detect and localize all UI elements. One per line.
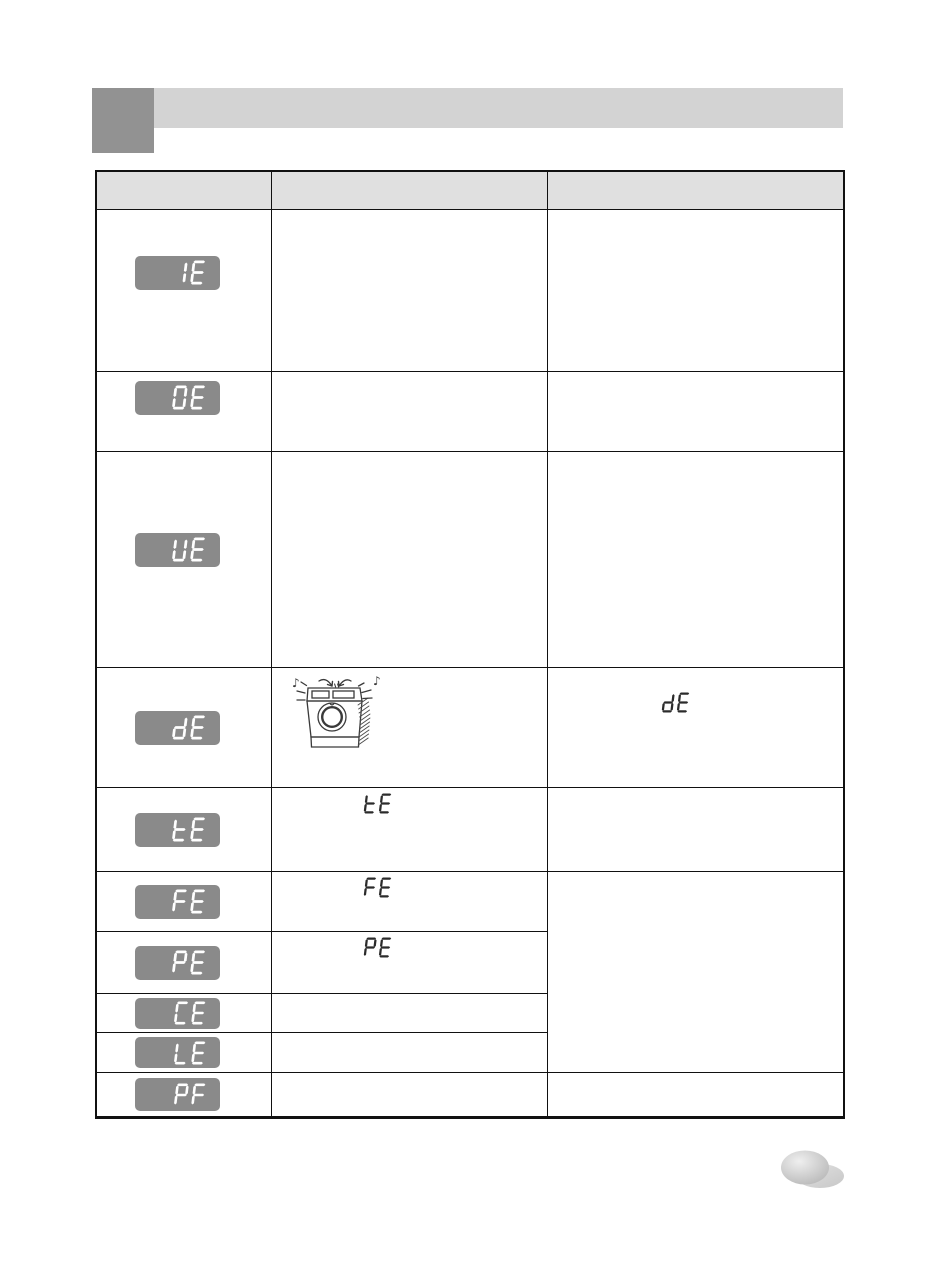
error-row-pf <box>96 1073 844 1118</box>
error-row-oe <box>96 372 844 452</box>
error-code-table <box>95 170 845 1119</box>
inline-code-de <box>660 692 695 713</box>
error-code-display-fe <box>135 885 220 919</box>
error-code-display-ie <box>135 256 220 290</box>
error-code-display-pe <box>135 946 220 980</box>
music-note-icon: ♪ <box>372 675 381 688</box>
solution-cell-merged <box>547 872 844 1073</box>
solution-cell-pf <box>547 1073 844 1118</box>
page-number-badge <box>768 1145 858 1195</box>
cause-cell-oe <box>271 372 547 452</box>
error-code-display-oe <box>135 381 220 415</box>
header-cell-3 <box>547 171 844 210</box>
table-header-row <box>96 171 844 210</box>
inline-code-pe <box>362 937 397 958</box>
error-row-de <box>96 668 844 788</box>
error-code-display-te <box>135 813 220 847</box>
error-row-ue <box>96 452 844 668</box>
cause-cell-le <box>271 1033 547 1073</box>
section-title-bar <box>154 88 843 128</box>
header-cell-1 <box>96 171 271 210</box>
cause-cell-pf <box>271 1073 547 1118</box>
cause-cell-ue <box>271 452 547 668</box>
error-row-fe <box>96 872 844 932</box>
error-code-display-ce <box>135 998 220 1029</box>
error-row-ie <box>96 210 844 372</box>
vibrating-washer-illustration <box>292 675 384 757</box>
inline-code-te <box>362 793 397 814</box>
badge-body <box>781 1151 829 1185</box>
solution-cell-te <box>547 788 844 872</box>
cause-cell-fe <box>271 872 547 932</box>
solution-cell-de <box>547 668 844 788</box>
error-code-display-ue <box>135 533 220 567</box>
inline-code-fe <box>362 877 397 898</box>
cause-cell-pe <box>271 932 547 994</box>
solution-cell-ue <box>547 452 844 668</box>
music-note-icon: ♪ <box>291 676 300 690</box>
error-code-display-le <box>135 1037 220 1068</box>
error-row-te <box>96 788 844 872</box>
header-cell-2 <box>271 171 547 210</box>
chapter-tab <box>92 88 154 153</box>
cause-cell-de <box>271 668 547 788</box>
cause-cell-te <box>271 788 547 872</box>
cause-cell-ie <box>271 210 547 372</box>
solution-cell-ie <box>547 210 844 372</box>
solution-cell-oe <box>547 372 844 452</box>
cause-cell-ce <box>271 994 547 1033</box>
error-code-display-de <box>135 711 220 745</box>
error-code-display-pf <box>135 1078 220 1111</box>
